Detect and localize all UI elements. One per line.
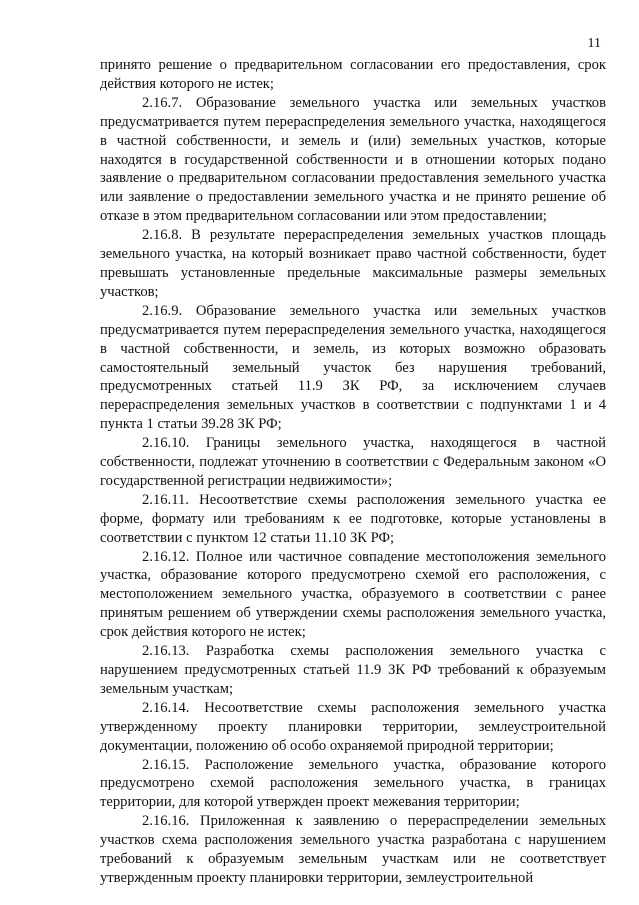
document-body — [100, 56, 606, 888]
paragraph-2-16-7: 2.16.7. Образование земельного участка или земельных участков предусматривается путем перераспределения земельного участка, находящегося в частной собственности, и земель и (или) земельных участков, которые находятся в государственной собственности и в отношении которых подано заявление о предварительном согласовании предоставления земельного участка или заявление о предоставлении земельного участка и не принято решение об отказе в этом предварительном согласовании или этом предоставлении; — [100, 94, 606, 225]
page-number: 11 — [587, 36, 601, 51]
paragraph-2-16-14: 2.16.14. Несоответствие схемы расположения земельного участка утвержденному проекту планировки территории, землеустроительной документации, положению об особо охраняемой природной территории; — [100, 699, 606, 754]
paragraph-2-16-12: 2.16.12. Полное или частичное совпадение местоположения земельного участка, образование которого предусмотрено схемой его расположения, с местоположением земельного участка, образуемого в соответствии с ранее принятым решением об утверждении схемы расположения земельного участка, срок действия которого не истек; — [100, 548, 606, 641]
paragraph-2-16-15: 2.16.15. Расположение земельного участка, образование которого предусмотрено схемой расположения земельного участка, в границах территории, для которой утвержден проект межевания территории; — [100, 756, 606, 811]
paragraph-2-16-10: 2.16.10. Границы земельного участка, находящегося в частной собственности, подлежат уточнению в соответствии с Федеральным законом «О государственной регистрации недвижимости»; — [100, 435, 606, 489]
paragraph-2-16-9: 2.16.9. Образование земельного участка или земельных участков предусматривается путем перераспределения земельного участка, находящегося в частной собственности, и земель, из которых возможно образовать самостоятельный земельный участок без нарушения требований, предусмотренных статьей 11.9 ЗК РФ, за исключением случаев перераспределения земельных участков в соответствии с подпунктами 1 и 4 пункта 1 статьи 39.28 ЗК РФ; — [100, 302, 606, 433]
paragraph-2-16-8: 2.16.8. В результате перераспределения земельных участков площадь земельного участка, на который возникает право частной собственности, будет превышать установленные предельные максимальные размеры земельных участков; — [100, 227, 606, 300]
paragraph-2-16-16: 2.16.16. Приложенная к заявлению о перераспределении земельных участков схема расположения земельного участка разработана с нарушением требований к образуемым земельным участкам или не соответствует утвержденным проекту планировки территории, землеустроительной — [100, 813, 606, 886]
paragraph-2-16-11: 2.16.11. Несоответствие схемы расположения земельного участка ее форме, формату или требованиям к ее подготовке, которые установлены в соответствии с пунктом 12 статьи 11.10 ЗК РФ; — [100, 491, 606, 546]
paragraph-continuation: принято решение о предварительном согласовании его предоставления, срок действия которого не истек; — [100, 57, 606, 92]
paragraph-2-16-13: 2.16.13. Разработка схемы расположения земельного участка с нарушением предусмотренных статьей 11.9 ЗК РФ требований к образуемым земельным участкам; — [100, 643, 606, 697]
